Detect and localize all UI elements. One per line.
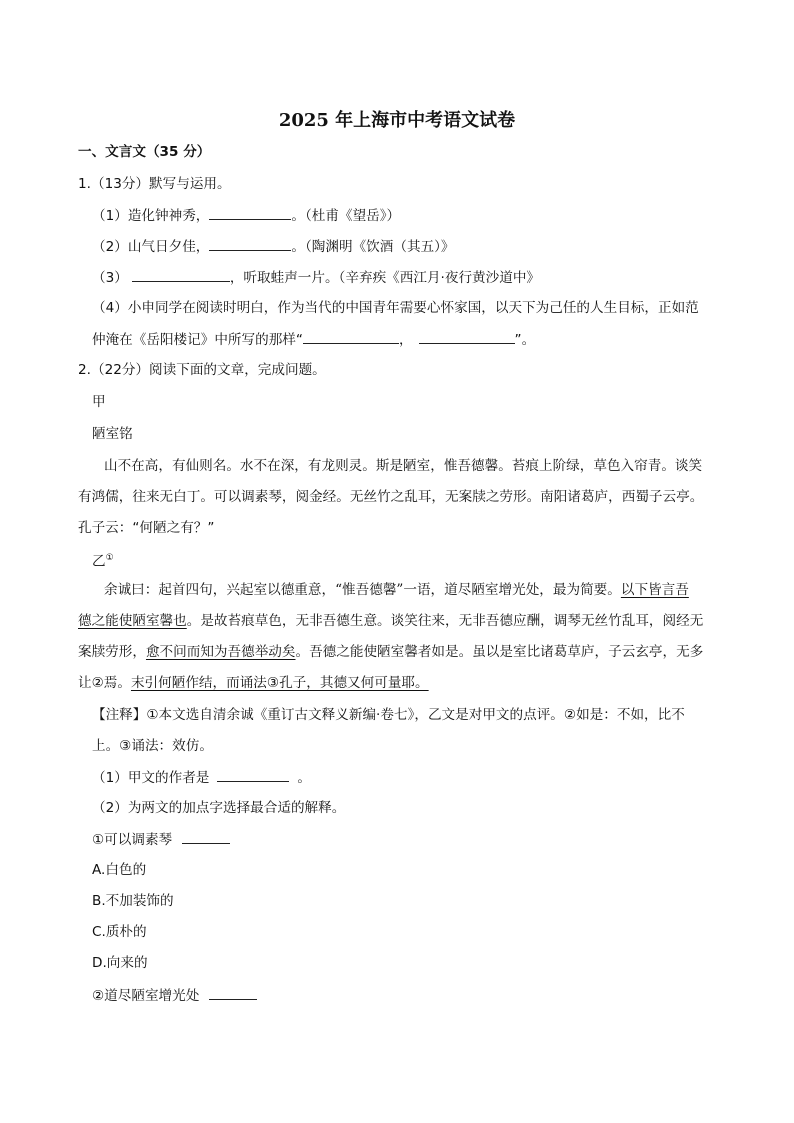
answer-blank[interactable] xyxy=(182,829,230,844)
footnote-marker: ① xyxy=(105,553,114,563)
underlined-sentence: 愈不问而知为吾德举动矣 xyxy=(145,644,296,660)
q2-sub1 xyxy=(92,767,311,788)
passage-yi-line3 xyxy=(78,642,703,662)
q1-item-4-post: ”。 xyxy=(514,332,536,348)
q1-item-1 xyxy=(92,205,400,226)
passage-yi-line4 xyxy=(78,673,429,693)
passage-yi-label-text: 乙 xyxy=(92,553,106,570)
q2-sub2-item2 xyxy=(92,985,257,1006)
answer-blank[interactable] xyxy=(303,329,399,344)
q1-item-2-pre: （2）山气日夕佳， xyxy=(92,239,210,255)
q1-item-3 xyxy=(92,267,540,288)
q1-item-4-line2 xyxy=(92,329,535,350)
passage-yi-line1 xyxy=(104,580,689,600)
passage-yi-text: 。是故苔痕草色，无非吾德生意。谈笑往来，无非吾德应酬，调琴无丝竹乱耳，阅经无 xyxy=(186,613,704,629)
page-title: 2025 年上海市中考语文试卷 xyxy=(278,110,516,131)
q1-item-4-line1: （4）小申同学在阅读时明白，作为当代的中国青年需要心怀家国，以天下为己任的人生目标，正如范 xyxy=(92,300,699,316)
q1-item-2 xyxy=(92,236,455,257)
answer-blank[interactable] xyxy=(209,205,291,220)
q1-item-4-mid: ， xyxy=(398,332,413,348)
answer-blank[interactable] xyxy=(217,767,289,782)
answer-blank[interactable] xyxy=(132,267,230,282)
passage-yi-text: 。吾德之能使陋室馨者如是。虽以是室比诸葛草庐，子云玄亭，无多 xyxy=(295,644,704,660)
q2-heading: 2.（22分）阅读下面的文章，完成问题。 xyxy=(78,362,326,378)
passage-yi-label xyxy=(92,548,114,572)
q2-sub1-pre: （1）甲文的作者是 xyxy=(92,770,210,786)
answer-blank[interactable] xyxy=(209,985,257,1000)
passage-yi-text: 让②焉。 xyxy=(78,675,131,691)
underlined-sentence: 德之能使陋室馨也 xyxy=(78,613,187,629)
option-b[interactable]: B.不加装饰的 xyxy=(92,893,174,909)
q1-item-2-post: 。（陶渊明《饮酒（其五）》 xyxy=(291,239,455,255)
q1-item-4-pre: 仲淹在《岳阳楼记》中所写的那样“ xyxy=(92,332,303,348)
passage-yi-quote: “惟吾德馨”一语，道尽陋室增光处，最为简要。 xyxy=(335,582,621,598)
passage-jia-label: 甲 xyxy=(92,394,106,410)
passage-jia-line1: 山不在高，有仙则名。水不在深，有龙则灵。斯是陋室，惟吾德馨。苔痕上阶绿，草色入帘青。谈笑 xyxy=(104,458,703,474)
q2-sub1-post: 。 xyxy=(297,770,311,786)
q2-sub2: （2）为两文的加点字选择最合适的解释。 xyxy=(92,800,346,816)
answer-blank[interactable] xyxy=(419,329,515,344)
passage-yi-line2 xyxy=(78,611,703,631)
underlined-sentence: 末引何陋作结，而诵法③孔子，其德又何可量耶。 xyxy=(130,675,429,691)
option-a[interactable]: A.白色的 xyxy=(92,862,147,878)
section-heading: 一、文言文（35 分） xyxy=(78,144,211,160)
answer-blank[interactable] xyxy=(209,236,291,251)
passage-yi-text: 案牍劳形， xyxy=(78,644,146,660)
q1-heading: 1.（13分）默写与运用。 xyxy=(78,176,231,192)
annotation-line1: 【注释】①本文选自清余诚《重订古文释义新编·卷七》，乙文是对甲文的点评。②如是：不如，比不 xyxy=(92,707,685,723)
q2-sub2-item1-text: ①可以调素琴 xyxy=(92,832,173,848)
underlined-sentence: 以下皆言吾 xyxy=(620,582,689,598)
q1-item-3-pre: （3） xyxy=(92,270,128,286)
q1-item-3-post: ，听取蛙声一片。（辛弃疾《西江月·夜行黄沙道中》 xyxy=(229,270,541,286)
annotation-line2: 上。③诵法：效仿。 xyxy=(92,738,213,754)
q2-sub2-item2-text: ②道尽陋室增光处 xyxy=(92,988,200,1004)
passage-yi-text: 余诚曰：起首四句，兴起室以德重意， xyxy=(104,582,336,598)
q1-item-1-pre: （1）造化钟神秀， xyxy=(92,208,210,224)
option-d[interactable]: D.向来的 xyxy=(92,955,148,971)
q1-item-1-post: 。（杜甫《望岳》） xyxy=(291,208,401,224)
passage-jia-line3: 孔子云：“何陋之有？” xyxy=(78,520,215,536)
q2-sub2-item1 xyxy=(92,829,230,850)
passage-jia-title: 陋室铭 xyxy=(92,426,133,442)
passage-jia-line2: 有鸿儒，往来无白丁。可以调素琴，阅金经。无丝竹之乱耳，无案牍之劳形。南阳诸葛庐，西蜀子云亭。 xyxy=(78,489,704,505)
option-c[interactable]: C.质朴的 xyxy=(92,924,147,940)
